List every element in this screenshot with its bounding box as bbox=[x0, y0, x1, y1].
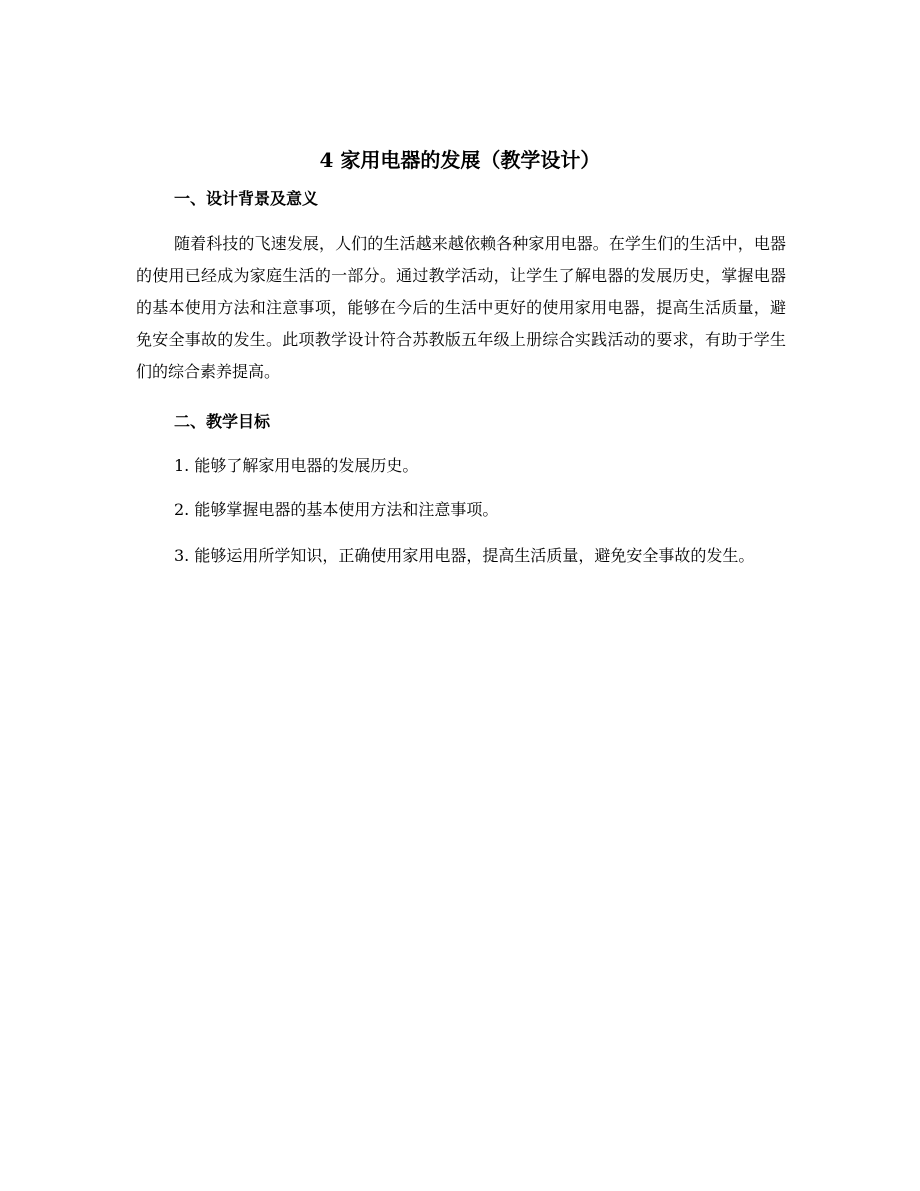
goal-item-1: 1. 能够了解家用电器的发展历史。 bbox=[174, 456, 419, 475]
section-heading-goals: 二、教学目标 bbox=[174, 412, 271, 431]
goal-item-3: 3. 能够运用所学知识，正确使用家用电器，提高生活质量，避免安全事故的发生。 bbox=[174, 546, 755, 565]
section-heading-background: 一、设计背景及意义 bbox=[174, 189, 319, 208]
document-title: 4 家用电器的发展（教学设计） bbox=[319, 148, 601, 172]
goal-item-2: 2. 能够掌握电器的基本使用方法和注意事项。 bbox=[174, 500, 499, 519]
background-paragraph: 随着科技的飞速发展，人们的生活越来越依赖各种家用电器。在学生们的生活中，电器的使用已经成为家庭生活的一部分。通过教学活动，让学生了解电器的发展历史，掌握电器的基本使用方法和注意事项，能够在今后的生活中更好的使用家用电器，提高生活质量，避免安全事故的发生。此项教学设计符合苏教版五年级上册综合实践活动的要求，有助于学生们的综合素养提高。 bbox=[136, 234, 786, 381]
